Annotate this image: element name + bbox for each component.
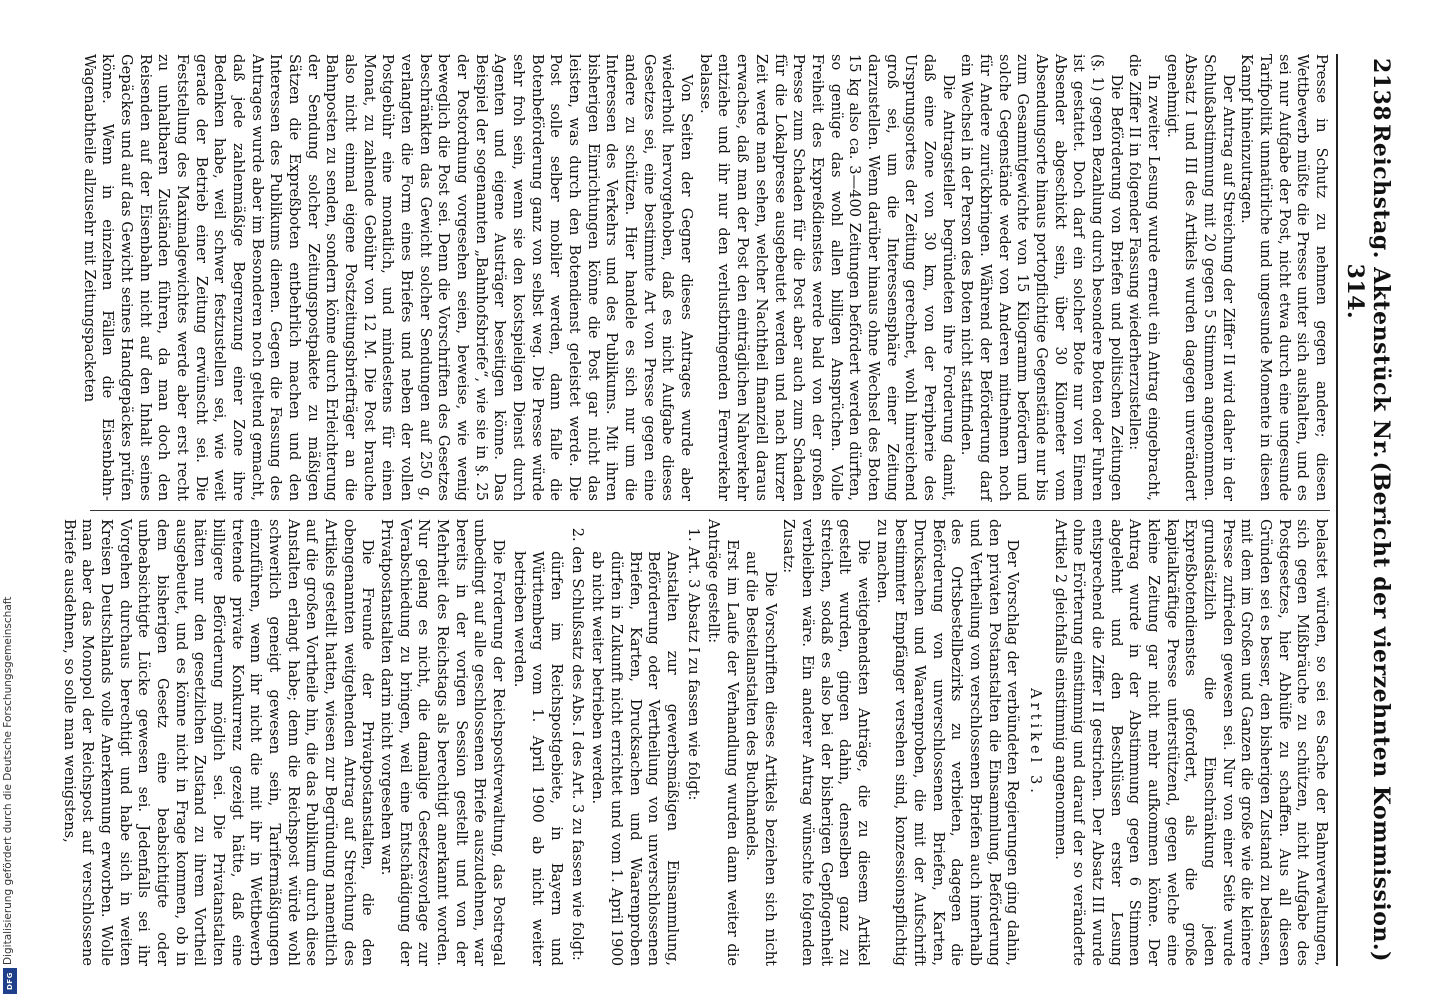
page-title: Reichstag. Aktenstück Nr. 314.: [1342, 124, 1394, 459]
list-item-text: Anstalten zur gewerbsmäßigen Einsammlung, Beförderung oder Vertheilung von unverschlossenen Briefen, Karten, Drucksachen und Waarenproben dürfen in Zukunft nicht errichtet und vom 1. April 1900 ab nicht weiter betrieben werden.: [589, 551, 682, 966]
page-header: [1336, 54, 1394, 966]
paragraph: Die weitgehendsten Anträge, die zu diesem Artikel gestellt wurden, gingen dahin, denselben ganz zu streichen, sodaß es also bei der bisherigen Gepflogenheit verbleiben wäre. Ein anderer Antrag wünschte folgenden Zusatz:: [780, 519, 872, 966]
paragraph: belastet würden, so sei es Sache der Bahnverwaltungen, sich gegen Mißbräuche zu schützen, nicht Aufgabe des Postgesetzes, hier Abhülfe zu schaffen. Aus all diesen Gründen sei es besser, den bisherigen Zustand zu belassen, mit dem im Großen und Ganzen die große wie die kleinere Presse zufrieden gewesen sei. Nur von einer Seite wurde grundsätzlich die Einschränkung jeden Expreßbotendienstes gefordert, als die große kapitalkräftige Presse unterstützend, gegen welche eine kleine Zeitung gar nicht mehr aufkommen könne. Der Antrag wurde in der Abstimmung gegen 6 Stimmen abgelehnt und den Beschlüssen erster Lesung entsprechend die Ziffer II gestrichen. Der Absatz III wurde ohne Erörterung einstimmig und darauf der so veränderte Artikel 2 gleichfalls einstimmig angenommen.: [1051, 519, 1330, 966]
paragraph: In zweiter Lesung wurde erneut ein Antrag eingebracht, die Ziffer II in folgender Fassung wiederherzustellen:: [1126, 54, 1162, 501]
paragraph: Erst im Laufe der Verhandlung wurden dann weiter die Anträge gestellt:: [705, 519, 742, 966]
paragraph: Die Freunde der Privatpostanstalten, die den obengenannten weitgehenden Antrag auf Streichung des Artikels gestellt hatten, wiesen zur Begründung namentlich auf die großen Vortheile hin, die das Publikum durch diese Anstalten erlangt habe; denn die Reichspost würde wohl schwerlich geneigt gewesen sein, Tarifermäßigungen einzuführen, wenn ihr nicht die mit ihr in Wettbewerb tretende private Konkurrenz gezeigt hätte, daß eine billigere Beförderung möglich sei. Die Privatanstalten hätten nur den gesetzlichen Zustand zu ihrem Vortheil ausgebeutet, und es könne nicht in Frage kommen, ob in dem bisherigen Gesetz eine beabsichtigte oder unbeabsichtigte Lücke gewesen sei. Jedenfalls sei ihr Vorgehen durchaus berechtigt und habe sich in weiten Kreisen Deutschlands volle Anerkennung erworben. Wolle man aber das Monopol der Reichspost auf verschlossene Briefe ausdehnen, so solle man wenigstens,: [60, 519, 377, 966]
paragraph: Der Vorschlag der verbündeten Regierungen ging dahin, den privaten Postanstalten die Einsammlung, Beförderung und Vertheilung von verschlossenen Briefen auch innerhalb des Ortsbestellbezirks zu verbieten, dagegen die Beförderung von unverschlossenen Briefen, Karten, Drucksachen und Waarenproben, die mit der Aufschrift bestimmter Empfänger versehen sind, konzessionspflichtig zu machen.: [873, 519, 1022, 966]
paragraph: Die Forderung der Reichspostverwaltung, das Postregal unbedingt auf alle geschlossenen Briefe auszudehnen, war bereits in der vorigen Session gestellt und von der Mehrheit des Reichstags als berechtigt anerkannt worden. Nur gelang es nicht, die damalige Gesetzesvorlage zur Verabschiedung zu bringen, weil eine Entschädigung der Privatpostanstalten darin nicht vorgesehen war.: [378, 519, 508, 966]
page-number: 2138: [1368, 58, 1394, 122]
quoted-amendment: Die Vorschriften dieses Artikels beziehen sich nicht auf die Bestellanstalten des Buchhandels.: [742, 551, 779, 966]
rotated-page: [60, 40, 1400, 980]
credit-text: Digitalisierung gefördert durch die Deutsche Forschungsgemeinschaft: [2, 596, 14, 965]
paragraph: Presse in Schutz zu nehmen gegen andere; diesen Wettbewerb müßte die Presse unter sich aushalten, und es sei nur Aufgabe der Post, nicht etwa durch eine ungesunde Tarifpolitik unnatürliche und ungesunde Momente in diesen Kampf hineinzutragen.: [1238, 54, 1330, 501]
digitization-credit: [2, 596, 24, 995]
page-subtitle: (Bericht der vierzehnten Kommission.): [1368, 461, 1394, 962]
list-item-label: 2. den Schlußsatz des Abs. I des Art. 3 zu fassen wie folgt:: [568, 527, 586, 961]
paragraph: Die Beförderung von Briefen und politischen Zeitungen (§. 1) gegen Bezahlung durch besondere Boten oder Fuhren ist gestattet. Doch darf ein solcher Bote nur von Einem Absender abgeschickt sein, über 30 Kilometer vom Absendungsorte hinaus portopflichtige Gegenstände nur bis zum Gesammtgewichte von 15 Kilogramm befördern und solche Gegenstände weder von Anderen mitnehmen noch für Andere zurückbringen. Während der Beförderung darf ein Wechsel in der Person des Boten nicht stattfinden.: [958, 54, 1125, 501]
dfg-logo-icon: DFG: [3, 968, 17, 994]
article-heading: Artikel 3.: [1026, 688, 1044, 797]
text-columns: [60, 54, 1330, 966]
list-item-label: 1. Art. 3 Absatz I zu fassen wie folgt:: [684, 527, 702, 801]
right-column: [59, 519, 1330, 966]
paragraph: Der Antrag auf Streichung der Ziffer II wird daher in der Schlußabstimmung mit 20 gegen 5 Stimmen angenommen. Absatz I und III des Artikels wurden dagegen unverändert genehmigt.: [1163, 54, 1237, 501]
paragraph: Die Antragsteller begründeten ihre Forderung damit, daß eine Zone von 30 km, von der Peripherie des Ursprungsortes der Zeitung gerechnet, wohl hinreichend groß sei, um die Interessensphäre einer Zeitung darzustellen. Wenn darüber hinaus ohne Wechsel des Boten 15 kg also ca. 3—400 Zeitungen befördert werden dürften, so genüge das wohl allen billigen Ansprüchen. Volle Freiheit des Expreßdienstes werde bald von der großen Presse zum Schaden für die Post aber auch zum Schaden für die Lokalpresse ausgebeutet werden und nach kurzer Zeit werde man sehen, welcher Nachtheil finanziell daraus erwachse, daß man der Post den einträglichen Nahverkehr entziehe und ihr nur den verlustbringenden Fernverkehr belasse.: [696, 54, 957, 501]
left-column: [59, 54, 1330, 501]
list-item-text: dürfen im Reichspostgebiete, in Bayern und Württemberg vom 1. April 1900 ab nicht weiter betrieben werden.: [510, 551, 566, 966]
paragraph: Von Seiten der Gegner dieses Antrages wurde aber wiederholt hervorgehoben, daß es nicht Aufgabe dieses Gesetzes sei, eine bestimmte Art von Presse gegen eine andere zu schützen. Hier handele es sich nur um die Interessen des Verkehrs und des Publikums. Mit ihren bisherigen Einrichtungen könne die Post gar nicht das leisten, was durch den Botendienst geleistet werde. Die Post solle selber mobiler werden, dann falle die Botenbeförderung ganz von selbst weg. Die Presse würde sehr froh sein, wenn sie den kostspieligen Dienst durch Agenten und eigene Austräger beseitigen könne. Das Beispiel der sogenannten „Bahnhofsbriefe“, wie sie in §. 25 der Postordnung vorgesehen seien, beweise, wie wenig beweglich die Post sei. Denn die Vorschriften des Gesetzes beschränkten das Gewicht solcher Sendungen auf 250 g, verlangten die Form eines Briefes und neben der vollen Postgebühr eine monatlich, und mindestens für einen Monat, zu zahlende Gebühr von 12 M. Die Post brauche also nicht einmal eigene Postzeitungsbriefträger an die Bahnposten zu senden, sondern könne durch Erleichterung der Sendung solcher Zeitungspostpakete zu mäßigen Sätzen die Expreßboten entbehrlich machen und den Interessen des Publikums dienen. Gegen die Fassung des Antrages wurde aber im Besonderen noch geltend gemacht, daß jede zahlenmäßige Begrenzung einer Zone ihre Bedenken habe, weil schwer festzustellen sei, wie weit gerade der Betrieb einer Zeitung erwünscht sei. Die Feststellung des Maximalgewichtes werde aber erst recht zu unhaltbaren Zuständen führen, da man doch den Reisenden auf der Eisenbahn nicht auf den Inhalt seines Gepäckes und auf das Gewicht seines Handgepäckes prüfen könne. Wenn in einzelnen Fällen die Eisenbahn-Wagenabtheile allzusehr mit Zeitungspacketen: [80, 54, 696, 501]
